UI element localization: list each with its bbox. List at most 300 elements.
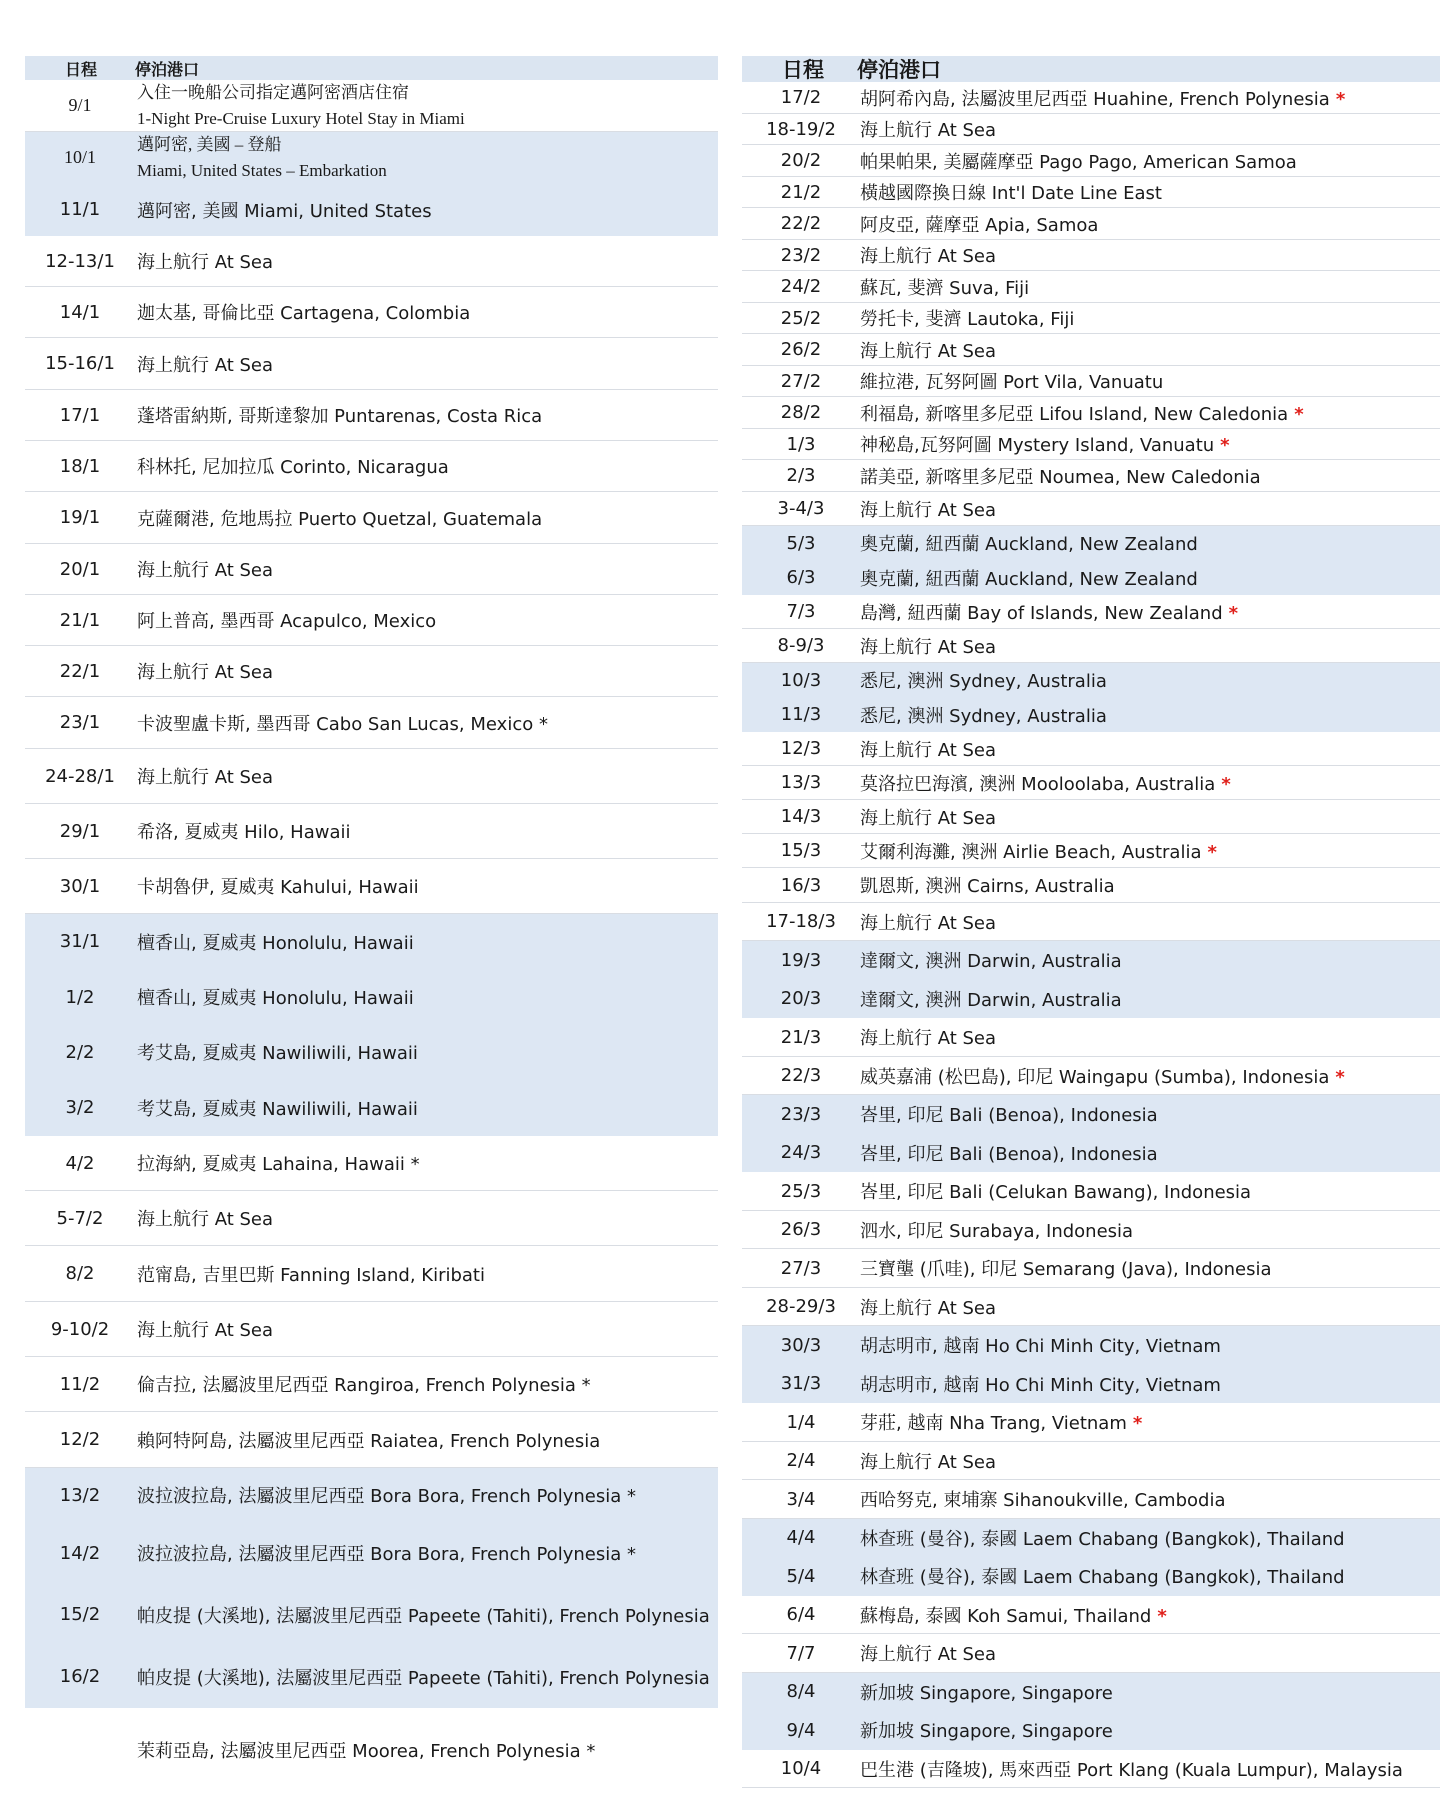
port-text: 島灣, 紐西蘭 Bay of Islands, New Zealand bbox=[860, 602, 1223, 624]
table-row bbox=[742, 1365, 1440, 1403]
port-text: 泗水, 印尼 Surabaya, Indonesia bbox=[860, 1220, 1134, 1242]
port-cell bbox=[860, 702, 1440, 728]
port-cell bbox=[860, 1294, 1440, 1320]
table-row bbox=[742, 429, 1440, 460]
port-text: 艾爾利海灘, 澳洲 Airlie Beach, Australia bbox=[860, 841, 1202, 863]
port-text: 達爾文, 澳洲 Darwin, Australia bbox=[860, 951, 1122, 972]
table-row bbox=[25, 749, 718, 804]
port-text: 林查班 (曼谷), 泰國 Laem Chabang (Bangkok), Thailand bbox=[860, 1528, 1345, 1550]
day-cell: 10/3 bbox=[780, 669, 822, 691]
table-row bbox=[742, 240, 1440, 271]
day-cell: 5/4 bbox=[786, 1565, 816, 1587]
port-text: 胡志明市, 越南 Ho Chi Minh City, Vietnam bbox=[860, 1374, 1221, 1396]
table-row bbox=[742, 1095, 1440, 1134]
day-cell: 14/3 bbox=[780, 806, 822, 827]
port-cell bbox=[135, 1602, 718, 1628]
table-row bbox=[742, 177, 1440, 208]
port-cell bbox=[860, 633, 1440, 659]
day-cell: 31/1 bbox=[59, 931, 101, 952]
table-row bbox=[25, 441, 718, 492]
port-text: 蘇瓦, 斐濟 Suva, Fiji bbox=[860, 277, 1030, 299]
port-cell bbox=[860, 148, 1440, 174]
port-cell bbox=[135, 197, 718, 223]
star-marker: * bbox=[1207, 841, 1217, 863]
star-marker: * bbox=[1220, 435, 1230, 456]
star-marker: * bbox=[1294, 403, 1304, 425]
table-row bbox=[742, 208, 1440, 240]
port-cell bbox=[860, 1217, 1440, 1243]
table-row bbox=[25, 1523, 718, 1584]
day-cell: 15/3 bbox=[780, 840, 822, 861]
port-text: 科林托, 尼加拉瓜 Corinto, Nicaragua bbox=[137, 457, 449, 478]
day-cell: 18-19/2 bbox=[766, 118, 836, 140]
port-cell bbox=[135, 607, 718, 633]
day-cell: 13/3 bbox=[780, 772, 822, 793]
header-port: 停泊港口 bbox=[135, 59, 200, 79]
port-text: 峇里, 印尼 Bali (Benoa), Indonesia bbox=[860, 1105, 1158, 1126]
header-day: 日程 bbox=[64, 59, 97, 79]
day-cell: 24-28/1 bbox=[45, 765, 115, 787]
day-cell: 9-10/2 bbox=[50, 1318, 110, 1340]
port-text: 芽莊, 越南 Nha Trang, Vietnam bbox=[860, 1413, 1127, 1434]
table-row bbox=[25, 80, 718, 132]
star-marker: * bbox=[1335, 88, 1346, 110]
day-cell: 26/3 bbox=[780, 1219, 822, 1240]
port-text: 西哈努克, 柬埔寨 Sihanoukville, Cambodia bbox=[860, 1490, 1226, 1511]
port-cell bbox=[135, 248, 718, 274]
port-text: 新加坡 Singapore, Singapore bbox=[860, 1721, 1113, 1742]
port-text: 胡志明市, 越南 Ho Chi Minh City, Vietnam bbox=[860, 1336, 1221, 1357]
day-cell: 3-4/3 bbox=[777, 498, 825, 519]
port-text: 海上航行 At Sea bbox=[860, 1451, 997, 1473]
table-body bbox=[742, 82, 1440, 1788]
port-text: 悉尼, 澳洲 Sydney, Australia bbox=[860, 705, 1107, 727]
table-row bbox=[742, 1172, 1440, 1211]
port-text: 神秘島,瓦努阿圖 Mystery Island, Vanuatu bbox=[860, 435, 1215, 456]
port-cell bbox=[860, 179, 1440, 205]
port-text: 拉海納, 夏威夷 Lahaina, Hawaii * bbox=[137, 1154, 420, 1175]
day-cell: 7/7 bbox=[786, 1642, 816, 1664]
port-text: 新加坡 Singapore, Singapore bbox=[860, 1682, 1113, 1704]
day-cell: 21/2 bbox=[780, 181, 822, 203]
table-row bbox=[742, 1288, 1440, 1326]
day-cell: 15-16/1 bbox=[45, 353, 115, 374]
port-cell bbox=[135, 1664, 718, 1690]
day-cell: 2/2 bbox=[65, 1041, 95, 1063]
port-cell bbox=[860, 1756, 1440, 1782]
table-row bbox=[25, 1191, 718, 1246]
port-cell bbox=[135, 556, 718, 582]
port-text: 海上航行 At Sea bbox=[860, 1028, 997, 1049]
table-row bbox=[742, 629, 1440, 663]
day-cell: 24/3 bbox=[780, 1142, 822, 1163]
port-text: 阿皮亞, 薩摩亞 Apia, Samoa bbox=[860, 214, 1099, 236]
day-cell: 26/2 bbox=[780, 339, 822, 360]
day-cell: 14/1 bbox=[59, 301, 101, 323]
day-cell: 18/1 bbox=[59, 455, 101, 477]
port-text: 蘇梅島, 泰國 Koh Samui, Thailand bbox=[860, 1605, 1152, 1627]
table-row bbox=[25, 1136, 718, 1191]
day-cell: 10/1 bbox=[63, 147, 96, 167]
port-cell bbox=[860, 211, 1440, 237]
table-row bbox=[25, 1468, 718, 1523]
table-row bbox=[25, 646, 718, 697]
table-row bbox=[742, 1211, 1440, 1249]
port-cell bbox=[860, 1140, 1440, 1166]
table-row bbox=[742, 1480, 1440, 1519]
port-text: 卡胡魯伊, 夏威夷 Kahului, Hawaii bbox=[137, 877, 419, 898]
port-text: 海上航行 At Sea bbox=[860, 120, 997, 141]
day-cell: 1/4 bbox=[786, 1411, 816, 1433]
port-text: 海上航行 At Sea bbox=[137, 1320, 274, 1341]
day-cell: 6/3 bbox=[786, 567, 816, 588]
day-cell: 23/1 bbox=[59, 712, 101, 733]
day-cell: 21/3 bbox=[780, 1026, 822, 1048]
table-row bbox=[25, 1357, 718, 1412]
port-cell bbox=[135, 1371, 718, 1397]
star-marker: * bbox=[1157, 1605, 1167, 1627]
port-cell bbox=[860, 400, 1440, 426]
day-cell: 8-9/3 bbox=[777, 635, 825, 656]
port-text: 海上航行 At Sea bbox=[860, 499, 997, 521]
port-cell bbox=[135, 1482, 718, 1508]
port-text: 奧克蘭, 紐西蘭 Auckland, New Zealand bbox=[860, 534, 1198, 555]
day-cell: 4/4 bbox=[786, 1527, 816, 1548]
day-cell: 19/3 bbox=[780, 949, 822, 971]
port-text: 海上航行 At Sea bbox=[137, 1209, 274, 1230]
star-marker: * bbox=[1132, 1413, 1143, 1434]
day-cell: 20/1 bbox=[59, 558, 101, 580]
table-row bbox=[742, 271, 1440, 303]
port-cell bbox=[135, 132, 718, 184]
port-text: 胡阿希內島, 法屬波里尼西亞 Huahine, French Polynesia bbox=[860, 88, 1330, 110]
port-text: 利福島, 新喀里多尼亞 Lifou Island, New Caledonia bbox=[860, 403, 1289, 425]
port-cell bbox=[860, 1178, 1440, 1204]
table-row bbox=[742, 1326, 1440, 1365]
port-text: 茉莉亞島, 法屬波里尼西亞 Moorea, French Polynesia * bbox=[137, 1741, 596, 1762]
port-cell bbox=[860, 909, 1440, 935]
port-cell bbox=[860, 368, 1440, 394]
port-cell bbox=[860, 872, 1440, 898]
day-cell: 22/1 bbox=[59, 660, 101, 682]
port-cell bbox=[860, 736, 1440, 762]
port-text: 峇里, 印尼 Bali (Celukan Bawang), Indonesia bbox=[860, 1182, 1252, 1203]
day-cell: 12/2 bbox=[59, 1429, 101, 1450]
day-cell: 28-29/3 bbox=[766, 1296, 836, 1317]
star-marker: * bbox=[1228, 602, 1239, 624]
port-cell bbox=[135, 1737, 718, 1763]
port-cell bbox=[860, 305, 1440, 331]
port-text: 迦太基, 哥倫比亞 Cartagena, Colombia bbox=[137, 303, 471, 324]
port-line: 入住一晚船公司指定邁阿密酒店住宿 bbox=[137, 82, 409, 102]
table-row bbox=[742, 1134, 1440, 1172]
port-text: 海上航行 At Sea bbox=[860, 1644, 997, 1665]
port-text: 橫越國際換日線 Int'l Date Line East bbox=[860, 183, 1162, 204]
port-text: 海上航行 At Sea bbox=[860, 807, 997, 829]
day-cell: 16/3 bbox=[780, 874, 822, 896]
port-cell bbox=[135, 984, 718, 1010]
table-row bbox=[742, 492, 1440, 526]
table-row bbox=[742, 1403, 1440, 1442]
port-text: 邁阿密, 美國 Miami, United States bbox=[137, 200, 432, 222]
day-cell: 12/3 bbox=[780, 738, 822, 759]
table-row bbox=[742, 1442, 1440, 1480]
day-cell: 11/2 bbox=[59, 1373, 101, 1395]
day-cell: 13/2 bbox=[59, 1484, 101, 1506]
port-cell bbox=[860, 1486, 1440, 1512]
table-header bbox=[25, 56, 718, 80]
table-row bbox=[25, 914, 718, 970]
table-row bbox=[742, 1711, 1440, 1750]
day-cell: 30/1 bbox=[59, 875, 101, 897]
day-cell: 20/2 bbox=[780, 150, 822, 171]
table-row bbox=[742, 526, 1440, 561]
port-text: 海上航行 At Sea bbox=[860, 340, 997, 362]
port-text: 卡波聖盧卡斯, 墨西哥 Cabo San Lucas, Mexico * bbox=[137, 713, 548, 735]
port-cell bbox=[860, 242, 1440, 268]
port-text: 賴阿特阿島, 法屬波里尼西亞 Raiatea, French Polynesia bbox=[137, 1430, 601, 1452]
port-text: 威英嘉浦 (松巴島), 印尼 Waingapu (Sumba), Indonesia bbox=[860, 1066, 1330, 1088]
table-row bbox=[742, 1557, 1440, 1596]
port-text: 阿上普高, 墨西哥 Acapulco, Mexico bbox=[137, 611, 437, 632]
port-line: 邁阿密, 美國 – 登船 bbox=[137, 134, 282, 154]
table-row bbox=[25, 132, 718, 184]
itinerary-table-left bbox=[25, 56, 718, 1792]
day-cell: 27/2 bbox=[780, 370, 822, 392]
table-row bbox=[25, 1646, 718, 1708]
port-text: 海上航行 At Sea bbox=[860, 1297, 997, 1319]
day-cell: 21/1 bbox=[59, 609, 101, 631]
day-cell: 31/3 bbox=[780, 1373, 822, 1394]
port-cell bbox=[860, 1409, 1440, 1435]
port-text: 帕皮提 (大溪地), 法屬波里尼西亞 Papeete (Tahiti), French Polynesia bbox=[137, 1667, 710, 1689]
table-row bbox=[25, 697, 718, 749]
port-cell bbox=[860, 986, 1440, 1012]
table-row bbox=[742, 397, 1440, 429]
table-header bbox=[742, 56, 1440, 82]
table-row bbox=[742, 114, 1440, 145]
day-cell: 17/2 bbox=[780, 87, 822, 108]
itinerary-table-right bbox=[742, 56, 1440, 1788]
port-cell bbox=[135, 453, 718, 479]
day-cell: 3/2 bbox=[65, 1097, 95, 1118]
port-cell bbox=[860, 1679, 1440, 1705]
port-text: 克薩爾港, 危地馬拉 Puerto Quetzal, Guatemala bbox=[137, 508, 543, 530]
day-cell: 6/4 bbox=[786, 1604, 816, 1625]
port-cell bbox=[860, 1448, 1440, 1474]
table-row bbox=[742, 366, 1440, 397]
port-cell bbox=[135, 658, 718, 684]
table-row bbox=[25, 287, 718, 338]
day-cell: 11/1 bbox=[59, 199, 101, 220]
port-text: 海上航行 At Sea bbox=[137, 662, 274, 683]
day-cell: 7/3 bbox=[786, 601, 816, 622]
table-row bbox=[742, 980, 1440, 1018]
day-cell: 22/3 bbox=[780, 1065, 822, 1086]
table-row bbox=[25, 236, 718, 287]
port-cell bbox=[135, 929, 718, 955]
port-cell bbox=[860, 85, 1440, 111]
table-row bbox=[742, 334, 1440, 366]
table-row bbox=[25, 1584, 718, 1646]
day-cell: 30/3 bbox=[780, 1334, 822, 1356]
port-text: 海上航行 At Sea bbox=[137, 560, 274, 581]
table-row bbox=[742, 663, 1440, 698]
port-cell bbox=[135, 1205, 718, 1231]
table-row bbox=[25, 1302, 718, 1357]
port-cell bbox=[860, 1101, 1440, 1127]
port-text: 海上航行 At Sea bbox=[860, 246, 997, 267]
port-cell bbox=[135, 1427, 718, 1453]
table-row bbox=[742, 1018, 1440, 1057]
port-cell bbox=[860, 337, 1440, 363]
port-text: 林查班 (曼谷), 泰國 Laem Chabang (Bangkok), Thailand bbox=[860, 1567, 1345, 1588]
table-row bbox=[25, 804, 718, 859]
port-cell bbox=[135, 299, 718, 325]
port-cell bbox=[135, 710, 718, 736]
port-cell bbox=[860, 274, 1440, 300]
star-marker: * bbox=[1221, 773, 1231, 795]
port-cell bbox=[860, 770, 1440, 796]
day-cell: 17/1 bbox=[59, 404, 101, 426]
table-row bbox=[742, 595, 1440, 629]
port-line: 1-Night Pre-Cruise Luxury Hotel Stay in Miami bbox=[137, 108, 465, 128]
table-row bbox=[742, 82, 1440, 114]
table-row bbox=[742, 698, 1440, 732]
table-row bbox=[25, 338, 718, 390]
star-marker: * bbox=[1335, 1066, 1345, 1088]
day-cell: 20/3 bbox=[780, 988, 822, 1009]
table-row bbox=[25, 1708, 718, 1792]
port-cell bbox=[860, 804, 1440, 830]
table-row bbox=[742, 1249, 1440, 1288]
port-text: 維拉港, 瓦努阿圖 Port Vila, Vanuatu bbox=[860, 372, 1164, 393]
day-cell: 25/3 bbox=[780, 1180, 822, 1202]
port-cell bbox=[135, 1095, 718, 1121]
port-cell bbox=[135, 505, 718, 531]
port-cell bbox=[860, 565, 1440, 591]
port-text: 希洛, 夏威夷 Hilo, Hawaii bbox=[137, 822, 351, 843]
header-port: 停泊港口 bbox=[857, 58, 941, 82]
port-cell bbox=[135, 1150, 718, 1176]
table-row bbox=[25, 492, 718, 544]
port-cell bbox=[860, 1602, 1440, 1628]
port-text: 帕果帕果, 美屬薩摩亞 Pago Pago, American Samoa bbox=[860, 151, 1297, 173]
port-cell bbox=[860, 1640, 1440, 1666]
port-text: 凱恩斯, 澳洲 Cairns, Australia bbox=[860, 876, 1115, 897]
table-row bbox=[25, 390, 718, 441]
port-text: 海上航行 At Sea bbox=[860, 636, 997, 658]
table-row bbox=[25, 595, 718, 646]
day-cell: 23/2 bbox=[780, 244, 822, 266]
table-row bbox=[25, 544, 718, 595]
port-text: 海上航行 At Sea bbox=[137, 767, 274, 788]
port-text: 考艾島, 夏威夷 Nawiliwili, Hawaii bbox=[137, 1098, 418, 1120]
table-row bbox=[742, 145, 1440, 177]
table-row bbox=[25, 1412, 718, 1468]
table-row bbox=[742, 1673, 1440, 1711]
day-cell: 22/2 bbox=[780, 213, 822, 234]
port-cell bbox=[860, 1255, 1440, 1281]
table-row bbox=[742, 303, 1440, 334]
day-cell: 15/2 bbox=[59, 1604, 101, 1625]
table-row bbox=[742, 766, 1440, 800]
day-cell: 16/2 bbox=[59, 1666, 101, 1687]
day-cell: 2/3 bbox=[786, 465, 816, 486]
day-cell: 5/3 bbox=[786, 532, 816, 554]
port-cell bbox=[860, 116, 1440, 142]
port-cell bbox=[860, 530, 1440, 556]
day-cell: 27/3 bbox=[780, 1257, 822, 1279]
port-cell bbox=[135, 351, 718, 377]
table-row bbox=[742, 1057, 1440, 1095]
port-text: 海上航行 At Sea bbox=[137, 354, 274, 376]
port-cell bbox=[135, 80, 718, 132]
day-cell: 2/4 bbox=[786, 1450, 816, 1471]
table-row bbox=[742, 1634, 1440, 1673]
port-cell bbox=[860, 1332, 1440, 1358]
table-row bbox=[742, 1750, 1440, 1788]
table-row bbox=[25, 1025, 718, 1080]
day-cell: 8/4 bbox=[786, 1681, 816, 1702]
table-row bbox=[742, 941, 1440, 980]
port-cell bbox=[860, 1525, 1440, 1551]
port-text: 巴生港 (吉隆坡), 馬來西亞 Port Klang (Kuala Lumpur), Malaysia bbox=[860, 1759, 1403, 1781]
port-cell bbox=[135, 402, 718, 428]
port-text: 悉尼, 澳洲 Sydney, Australia bbox=[860, 671, 1107, 692]
port-cell bbox=[135, 873, 718, 899]
table-row bbox=[742, 1519, 1440, 1557]
table-body bbox=[25, 80, 718, 1792]
table-row bbox=[742, 1596, 1440, 1634]
day-cell: 14/2 bbox=[59, 1542, 101, 1564]
port-cell bbox=[135, 1261, 718, 1287]
table-row bbox=[742, 732, 1440, 766]
port-text: 海上航行 At Sea bbox=[137, 252, 274, 273]
day-cell: 12-13/1 bbox=[45, 250, 115, 272]
port-cell bbox=[135, 1039, 718, 1065]
day-cell: 9/1 bbox=[68, 95, 92, 115]
port-text: 檀香山, 夏威夷 Honolulu, Hawaii bbox=[137, 988, 414, 1009]
port-cell bbox=[860, 947, 1440, 973]
day-cell: 8/2 bbox=[65, 1263, 95, 1284]
port-cell bbox=[860, 496, 1440, 522]
day-cell: 10/4 bbox=[780, 1758, 822, 1779]
port-text: 莫洛拉巴海濱, 澳洲 Mooloolaba, Australia bbox=[860, 773, 1216, 795]
day-cell: 9/4 bbox=[786, 1719, 816, 1741]
port-text: 檀香山, 夏威夷 Honolulu, Hawaii bbox=[137, 932, 414, 954]
day-cell: 11/3 bbox=[780, 704, 822, 725]
table-row bbox=[742, 868, 1440, 903]
port-text: 三寶壟 (爪哇), 印尼 Semarang (Java), Indonesia bbox=[860, 1259, 1272, 1280]
port-text: 波拉波拉島, 法屬波里尼西亞 Bora Bora, French Polynesia * bbox=[137, 1486, 636, 1507]
day-cell: 25/2 bbox=[780, 307, 822, 329]
port-cell bbox=[860, 1717, 1440, 1743]
port-text: 海上航行 At Sea bbox=[860, 912, 997, 934]
port-text: 波拉波拉島, 法屬波里尼西亞 Bora Bora, French Polynesia * bbox=[137, 1544, 636, 1565]
day-cell: 1/3 bbox=[786, 433, 816, 455]
port-cell bbox=[860, 1371, 1440, 1397]
day-cell: 29/1 bbox=[59, 820, 101, 842]
day-cell: 23/3 bbox=[780, 1103, 822, 1125]
day-cell: 28/2 bbox=[780, 402, 822, 423]
port-cell bbox=[135, 1316, 718, 1342]
port-text: 考艾島, 夏威夷 Nawiliwili, Hawaii bbox=[137, 1043, 418, 1064]
table-row bbox=[25, 859, 718, 914]
port-cell bbox=[860, 599, 1440, 625]
port-cell bbox=[135, 763, 718, 789]
port-text: 蓬塔雷納斯, 哥斯達黎加 Puntarenas, Costa Rica bbox=[137, 406, 543, 427]
